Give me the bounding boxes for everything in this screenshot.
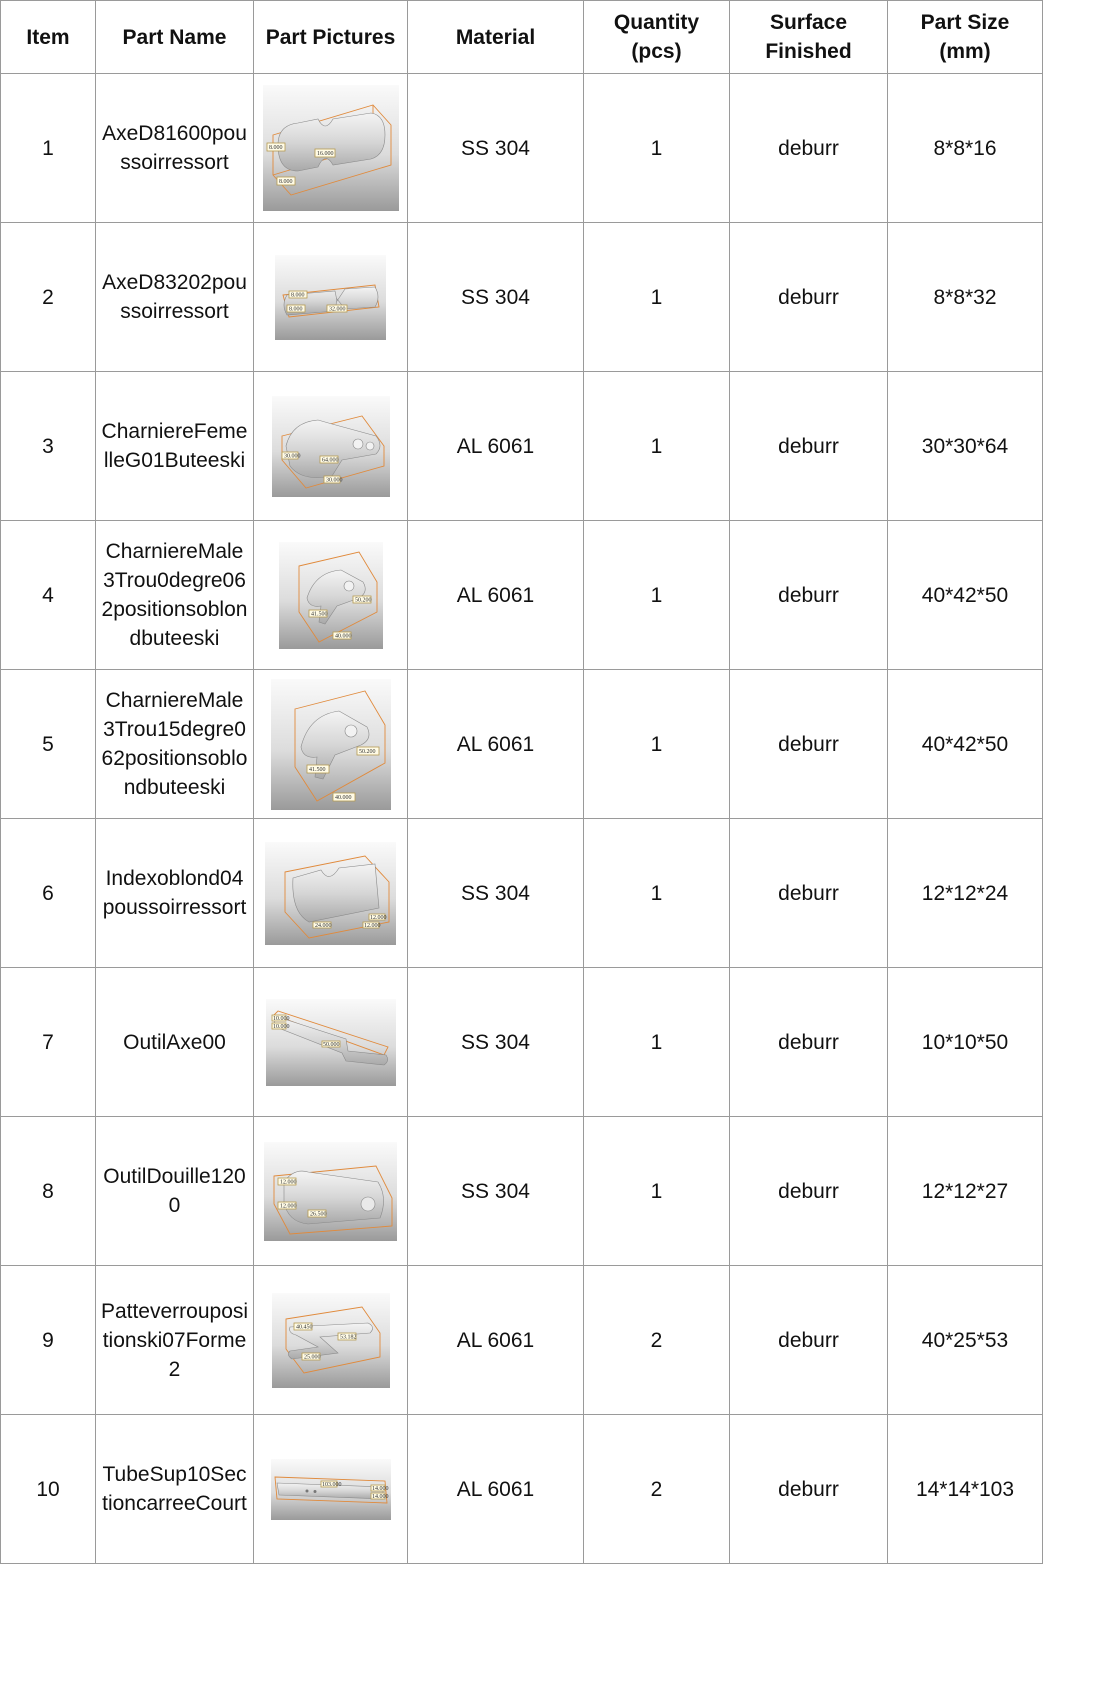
part-picture-cell	[254, 1117, 408, 1266]
part-render	[271, 1459, 391, 1520]
dim-label: 41.500	[310, 611, 327, 617]
part-name: Patteverroupositionski07Forme2	[96, 1266, 254, 1415]
dim-label: 10.000	[272, 1015, 289, 1022]
header-size-line1: Part Size	[920, 11, 1010, 34]
part-picture	[263, 85, 399, 211]
header-surface-line1: Surface	[769, 11, 848, 34]
dim-label: 14.000	[371, 1485, 388, 1492]
part-picture-cell	[254, 1266, 408, 1415]
dim-label: 26.500	[310, 1211, 327, 1217]
dim-label: 12.000	[364, 922, 381, 929]
part-picture-cell	[254, 670, 408, 819]
header-quantity	[584, 1, 730, 74]
part-picture	[272, 396, 390, 497]
quantity: 1	[584, 74, 730, 223]
table-row	[1, 1117, 1043, 1266]
part-name: TubeSup10SectioncarreeCourt	[96, 1415, 254, 1564]
table-row	[1, 74, 1043, 223]
part-picture-cell	[254, 74, 408, 223]
part-render	[271, 679, 391, 810]
item-number: 7	[1, 968, 96, 1117]
surface-finish: deburr	[730, 74, 888, 223]
dim-label: 14.000	[371, 1493, 388, 1500]
material: AL 6061	[408, 372, 584, 521]
material: SS 304	[408, 74, 584, 223]
quantity: 1	[584, 521, 730, 670]
part-size: 8*8*32	[888, 223, 1043, 372]
quantity: 1	[584, 670, 730, 819]
part-render	[263, 85, 399, 211]
table-row	[1, 223, 1043, 372]
table-row	[1, 670, 1043, 819]
part-name: OutilAxe00	[96, 968, 254, 1117]
dim-label: 12.000	[280, 1203, 297, 1209]
part-size: 12*12*27	[888, 1117, 1043, 1266]
dim-label: 25.000	[303, 1354, 320, 1360]
quantity: 1	[584, 819, 730, 968]
part-size: 10*10*50	[888, 968, 1043, 1117]
surface-finish: deburr	[730, 1415, 888, 1564]
part-size: 8*8*16	[888, 74, 1043, 223]
part-size: 30*30*64	[888, 372, 1043, 521]
dim-label: 12.000	[280, 1179, 297, 1185]
item-number: 4	[1, 521, 96, 670]
dim-label: 8.000	[278, 179, 292, 185]
part-picture	[266, 999, 396, 1086]
item-number: 3	[1, 372, 96, 521]
part-picture-cell	[254, 968, 408, 1117]
part-picture-cell	[254, 521, 408, 670]
quantity: 2	[584, 1415, 730, 1564]
part-picture	[279, 542, 383, 649]
item-number: 5	[1, 670, 96, 819]
dim-label: 8.000	[291, 292, 305, 298]
part-name: AxeD83202poussoirressort	[96, 223, 254, 372]
part-picture-cell	[254, 1415, 408, 1564]
surface-finish: deburr	[730, 372, 888, 521]
surface-finish: deburr	[730, 1266, 888, 1415]
dim-label: 53.182	[339, 1334, 356, 1340]
part-picture	[272, 1293, 390, 1388]
part-name: CharniereFemelleG01Buteeski	[96, 372, 254, 521]
part-render	[266, 999, 396, 1086]
dim-label: 40.000	[334, 633, 351, 639]
part-picture-cell	[254, 819, 408, 968]
dim-label: 30.000	[325, 477, 342, 483]
dim-label: 24.000	[315, 922, 332, 929]
part-name: AxeD81600poussoirressort	[96, 74, 254, 223]
table-row	[1, 968, 1043, 1117]
surface-finish: deburr	[730, 1117, 888, 1266]
dim-label: 30.000	[283, 453, 300, 459]
header-material: Material	[408, 1, 584, 74]
dim-label: 8.000	[289, 306, 303, 312]
dim-label: 40.450	[295, 1324, 312, 1330]
dim-label: 8.000	[268, 145, 282, 151]
header-quantity-line1: Quantity	[613, 11, 700, 34]
item-number: 2	[1, 223, 96, 372]
material: AL 6061	[408, 670, 584, 819]
table-row	[1, 819, 1043, 968]
material: SS 304	[408, 968, 584, 1117]
material: SS 304	[408, 223, 584, 372]
part-render	[275, 255, 386, 340]
dim-label: 50.200	[354, 597, 371, 603]
header-part-pictures: Part Pictures	[254, 1, 408, 74]
dim-label: 32.000	[329, 306, 346, 312]
table-row	[1, 1266, 1043, 1415]
part-picture	[271, 679, 391, 810]
item-number: 9	[1, 1266, 96, 1415]
part-render	[272, 396, 390, 497]
part-size: 40*42*50	[888, 521, 1043, 670]
item-number: 8	[1, 1117, 96, 1266]
table-row	[1, 521, 1043, 670]
dim-label: 40.000	[334, 794, 351, 801]
dim-label: 10.000	[272, 1023, 289, 1030]
header-row	[1, 1, 1043, 74]
surface-finish: deburr	[730, 819, 888, 968]
part-render	[272, 1293, 390, 1388]
material: SS 304	[408, 1117, 584, 1266]
dim-label: 41.500	[308, 766, 325, 773]
material: AL 6061	[408, 521, 584, 670]
table-row	[1, 1415, 1043, 1564]
part-picture-cell	[254, 223, 408, 372]
material: AL 6061	[408, 1415, 584, 1564]
surface-finish: deburr	[730, 521, 888, 670]
table-row	[1, 372, 1043, 521]
dim-label: 12.000	[370, 914, 387, 921]
material: AL 6061	[408, 1266, 584, 1415]
material: SS 304	[408, 819, 584, 968]
dim-label: 16.000	[316, 151, 333, 157]
part-name: OutilDouille1200	[96, 1117, 254, 1266]
dim-label: 103.000	[321, 1481, 341, 1488]
part-name: Indexoblond04poussoirressort	[96, 819, 254, 968]
part-picture	[271, 1459, 391, 1520]
part-picture-cell	[254, 372, 408, 521]
dim-label: 50.200	[358, 748, 375, 755]
part-picture	[275, 255, 386, 340]
quantity: 1	[584, 1117, 730, 1266]
quantity: 1	[584, 223, 730, 372]
part-render	[265, 842, 396, 945]
part-name: CharniereMale3Trou0degre062positionsoblondbuteeski	[96, 521, 254, 670]
quantity: 1	[584, 968, 730, 1117]
header-size-line2: (mm)	[939, 40, 991, 63]
item-number: 6	[1, 819, 96, 968]
item-number: 10	[1, 1415, 96, 1564]
surface-finish: deburr	[730, 223, 888, 372]
part-size: 14*14*103	[888, 1415, 1043, 1564]
header-surface	[730, 1, 888, 74]
part-render	[264, 1142, 397, 1241]
header-part-name: Part Name	[96, 1, 254, 74]
dim-label: 50.000	[322, 1041, 339, 1048]
part-picture	[265, 842, 396, 945]
quantity: 2	[584, 1266, 730, 1415]
part-name: CharniereMale3Trou15degre062positionsoblondbuteeski	[96, 670, 254, 819]
header-size	[888, 1, 1043, 74]
part-size: 40*25*53	[888, 1266, 1043, 1415]
part-picture	[264, 1142, 397, 1241]
dim-label: 64.000	[321, 457, 338, 463]
header-quantity-line2: (pcs)	[631, 40, 682, 63]
item-number: 1	[1, 74, 96, 223]
quantity: 1	[584, 372, 730, 521]
part-render	[279, 542, 383, 649]
surface-finish: deburr	[730, 670, 888, 819]
part-size: 12*12*24	[888, 819, 1043, 968]
header-item: Item	[1, 1, 96, 74]
surface-finish: deburr	[730, 968, 888, 1117]
header-surface-line2: Finished	[765, 40, 852, 63]
part-size: 40*42*50	[888, 670, 1043, 819]
